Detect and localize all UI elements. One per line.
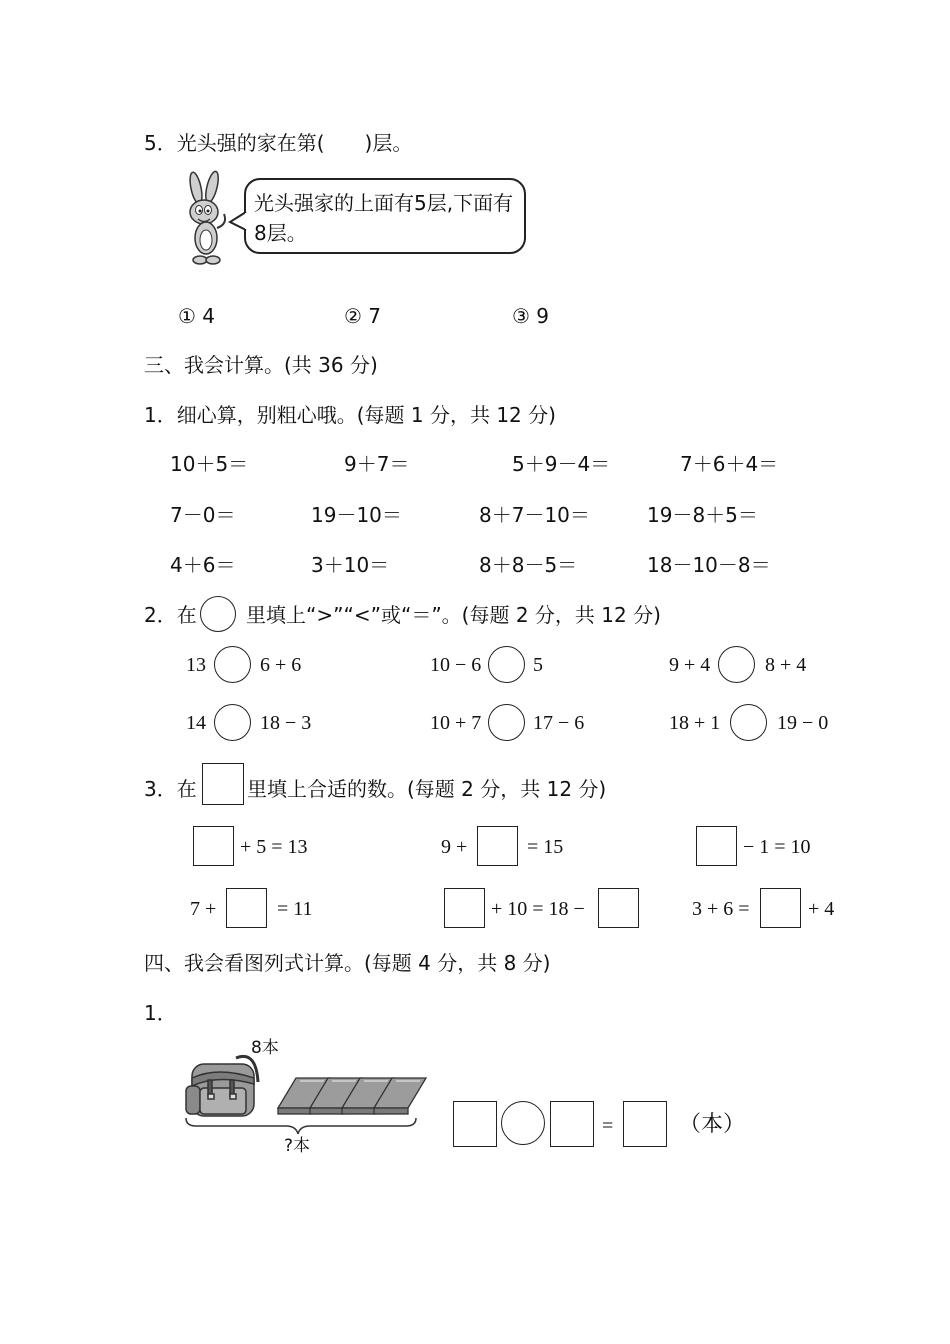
fill-answer-box[interactable]	[598, 888, 639, 928]
compare-left: 10 − 6	[430, 654, 482, 676]
count-label-bottom: ?本	[284, 1136, 311, 1156]
speech-text: 光头强家的上面有5层,下面有8层。	[254, 191, 514, 245]
compare-left: 9 + 4	[669, 654, 711, 676]
sec3-part2-title-pre: 2．在	[144, 603, 197, 627]
sec4-question-number: 1．	[144, 1001, 177, 1025]
equation-text: + 4	[808, 898, 835, 920]
calc-expression: 19－10＝	[311, 503, 402, 527]
calc-expression: 18－10－8＝	[647, 553, 771, 577]
calc-expression: 7＋6＋4＝	[680, 452, 779, 476]
calc-expression: 4＋6＝	[170, 553, 236, 577]
q5-option-2: ② 7	[344, 304, 382, 328]
compare-answer-circle[interactable]	[488, 646, 525, 683]
compare-right: 18 − 3	[260, 712, 312, 734]
compare-left: 18 + 1	[669, 712, 721, 734]
operator-answer-circle[interactable]	[501, 1101, 545, 1145]
calc-expression: 8＋7－10＝	[479, 503, 590, 527]
compare-left: 10 + 7	[430, 712, 482, 734]
equation-text: + 10 = 18 −	[491, 898, 585, 920]
compare-answer-circle[interactable]	[718, 646, 755, 683]
calc-expression: 9＋7＝	[344, 452, 410, 476]
equation-text: 7 +	[190, 898, 217, 920]
equation-text: = 11	[277, 898, 313, 920]
compare-right: 19 − 0	[777, 712, 829, 734]
count-label-top: 8本	[251, 1038, 279, 1058]
fill-answer-box[interactable]	[444, 888, 485, 928]
calc-expression: 7－0＝	[170, 503, 236, 527]
section-4-title: 四、我会看图列式计算。(每题 4 分，共 8 分)	[144, 951, 551, 975]
compare-right: 5	[533, 654, 543, 676]
speech-bubble-tail	[228, 210, 248, 232]
compare-left: 14	[186, 712, 206, 734]
compare-right: 6 + 6	[260, 654, 302, 676]
sec3-part2-title-post: 里填上“>”“<”或“＝”。(每题 2 分，共 12 分)	[246, 603, 661, 627]
title-square-icon	[202, 763, 244, 805]
equation-text: + 5 = 13	[240, 836, 308, 858]
fill-answer-box[interactable]	[226, 888, 267, 928]
title-circle-icon	[200, 596, 236, 632]
fill-answer-box[interactable]	[193, 826, 234, 866]
calc-expression: 10＋5＝	[170, 452, 249, 476]
unit-label: （本）	[679, 1112, 746, 1137]
fill-answer-box[interactable]	[477, 826, 518, 866]
equation-text: 3 + 6 =	[692, 898, 750, 920]
compare-left: 13	[186, 654, 206, 676]
compare-answer-circle[interactable]	[214, 704, 251, 741]
section-3-title: 三、我会计算。(共 36 分)	[144, 353, 378, 377]
fill-answer-box[interactable]	[696, 826, 737, 866]
compare-answer-circle[interactable]	[730, 704, 767, 741]
speech-bubble	[244, 178, 526, 254]
equation-text: = 15	[527, 836, 564, 858]
answer-box-2[interactable]	[550, 1101, 594, 1147]
equation-text: 9 +	[441, 836, 468, 858]
calc-expression: 3＋10＝	[311, 553, 390, 577]
calc-expression: 8＋8－5＝	[479, 553, 578, 577]
q5-option-1: ① 4	[178, 304, 216, 328]
sec3-part3-title-post: 里填上合适的数。(每题 2 分，共 12 分)	[247, 777, 607, 801]
calc-expression: 19－8＋5＝	[647, 503, 758, 527]
equation-text: − 1 = 10	[743, 836, 811, 858]
sec3-part1-title: 1．细心算，别粗心哦。(每题 1 分，共 12 分)	[144, 403, 556, 427]
q5-option-3: ③ 9	[512, 304, 550, 328]
calc-expression: 5＋9－4＝	[512, 452, 611, 476]
compare-right: 8 + 4	[765, 654, 807, 676]
compare-answer-circle[interactable]	[214, 646, 251, 683]
compare-right: 17 − 6	[533, 712, 585, 734]
answer-box-1[interactable]	[453, 1101, 497, 1147]
sec3-part3-title-pre: 3．在	[144, 777, 197, 801]
answer-box-result[interactable]	[623, 1101, 667, 1147]
equals-sign: =	[602, 1115, 614, 1137]
compare-answer-circle[interactable]	[488, 704, 525, 741]
fill-answer-box[interactable]	[760, 888, 801, 928]
q5-stem: 5．光头强的家在第( )层。	[144, 131, 413, 155]
